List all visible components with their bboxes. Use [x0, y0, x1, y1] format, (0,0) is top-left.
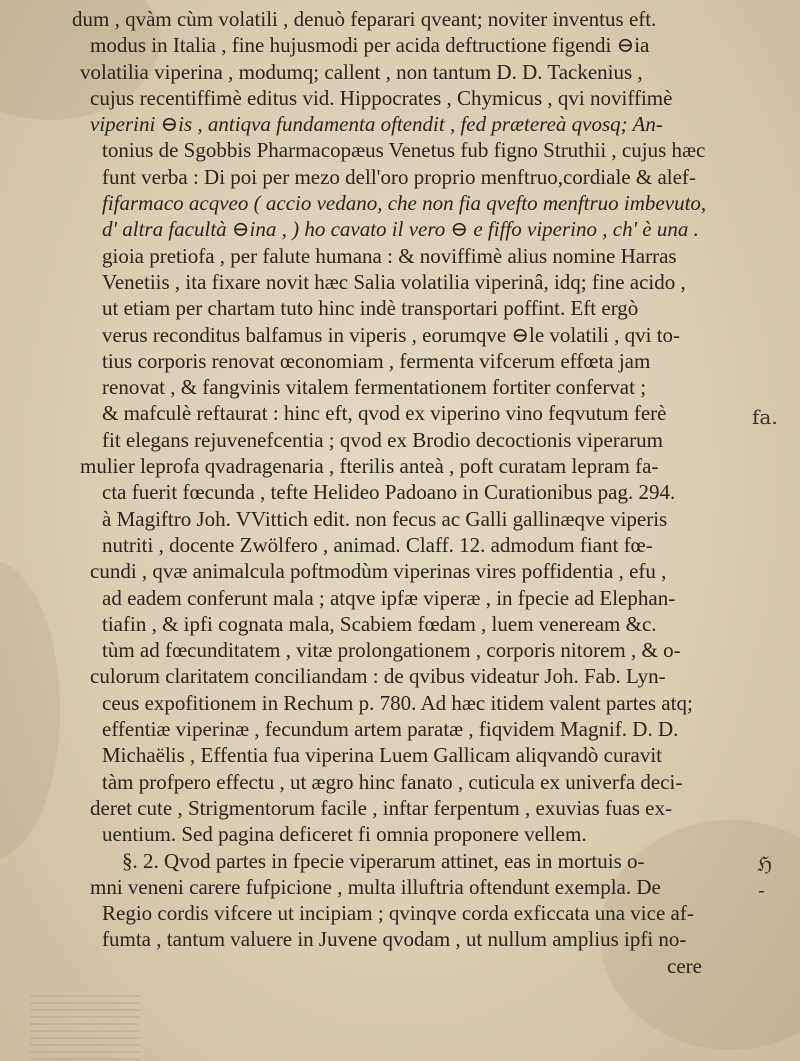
text-line: tiafin , & ipfi cognata mala, Scabiem fœdam , luem veneream &c.: [102, 611, 657, 636]
text-line: à Magiftro Joh. VVittich edit. non fecus ac Galli gallinæqve viperis: [102, 506, 668, 531]
text-line: ut etiam per chartam tuto hinc indè transportari poffint. Eft ergò: [102, 296, 639, 321]
text-line: tùm ad fœcunditatem , vitæ prolongationem , corporis nitorem , & o-: [102, 638, 681, 663]
text-line: nutriti , docente Zwölfero , animad. Claff. 12. admodum fiant fœ-: [102, 532, 653, 557]
latin-body-text: [62, 6, 742, 979]
text-line: Regio cordis vifcere ut incipiam ; qvinqve corda exficcata una vice af-: [102, 901, 694, 926]
text-line: ceus expofitionem in Rechum p. 780. Ad hæc itidem valent partes atq;: [102, 690, 693, 715]
text-line: renovat , & fangvinis vitalem fermentationem fortiter confervat ;: [102, 375, 647, 400]
text-line: ad eadem conferunt mala ; atqve ipfæ viperæ , in fpecie ad Elephan-: [102, 585, 676, 610]
text-line: mni veneni carere fufpicione , multa illuftria oftendunt exempla. De: [90, 874, 661, 899]
text-line: cujus recentiffimè editus vid. Hippocrates , Chymicus , qvi noviffimè: [90, 85, 673, 110]
text-line: fit elegans rejuvenefcentia ; qvod ex Brodio decoctionis viperarum: [102, 427, 663, 452]
text-line: fumta , tantum valuere in Juvene qvodam , ut nullum amplius ipfi no-: [102, 927, 687, 952]
text-line: fifarmaco acqveo ( accio vedano, che non fia qvefto menftruo imbevuto,: [102, 191, 707, 216]
text-line: funt verba : Di poi per mezo dell'oro proprio menftruo,cordiale & alef-: [102, 164, 696, 189]
text-line: uentium. Sed pagina deficeret fi omnia proponere vellem.: [102, 822, 587, 847]
section-heading-line: §. 2. Qvod partes in fpecie viperarum attinet, eas in mortuis o-: [122, 848, 645, 873]
text-line: Michaëlis , Effentia fua viperina Luem Gallicam aliqvandò curavit: [102, 743, 662, 768]
text-line: & mafculè reftaurat : hinc eft, qvod ex viperino vino feqvutum ferè: [102, 401, 667, 426]
text-line: cta fuerit fœcunda , tefte Helideo Padoano in Curationibus pag. 294.: [102, 480, 676, 505]
text-line: cundi , qvæ animalcula poftmodùm viperinas vires poffidentia , efu ,: [90, 559, 667, 584]
text-line: modus in Italia , fine hujusmodi per acida deftructione figendi ⊖ia: [90, 33, 650, 58]
text-line: mulier leprofa qvadragenaria , fterilis anteà , poft curatam lepram fa-: [80, 454, 659, 479]
text-line: deret cute , Strigmentorum facile , inftar ferpentum , exuvias fuas ex-: [90, 795, 672, 820]
margin-annotation: ℌ: [757, 852, 773, 876]
margin-annotation: fa.: [752, 405, 778, 429]
margin-annotation: -: [758, 878, 765, 902]
text-line: volatilia viperina , modumq; callent , non tantum D. D. Tackenius ,: [80, 59, 643, 84]
text-line: Venetiis , ita fixare novit hæc Salia volatilia viperinâ, idq; fine acido ,: [102, 269, 686, 294]
text-line: viperini ⊖is , antiqva fundamenta oftendit , fed prætereà qvosq; An-: [90, 112, 663, 137]
catchword: cere: [667, 953, 702, 978]
printed-scrap-fragment: [30, 995, 140, 1061]
text-line: gioia pretiofa , per falute humana : & noviffimè alius nomine Harras: [102, 243, 677, 268]
text-line: culorum claritatem conciliandam : de qvibus videatur Joh. Fab. Lyn-: [90, 664, 666, 689]
text-line: effentiæ viperinæ , fecundum artem paratæ , fiqvidem Magnif. D. D.: [102, 717, 679, 742]
paper-stain: [0, 560, 60, 860]
text-line: tonius de Sgobbis Pharmacopæus Venetus fub figno Struthii , cujus hæc: [102, 138, 706, 163]
text-line: tius corporis renovat œconomiam , fermenta vifcerum effœta jam: [102, 348, 651, 373]
text-line: d' altra facultà ⊖ina , ) ho cavato il vero ⊖ e fiffo viperino , ch' è una .: [102, 217, 699, 242]
text-line: verus reconditus balfamus in viperis , eorumqve ⊖le volatili , qvi to-: [102, 322, 681, 347]
text-line: dum , qvàm cùm volatili , denuò feparari qveant; noviter inventus eft.: [72, 7, 657, 31]
text-line: tàm profpero effectu , ut ægro hinc fanato , cuticula ex univerfa deci-: [102, 769, 683, 794]
